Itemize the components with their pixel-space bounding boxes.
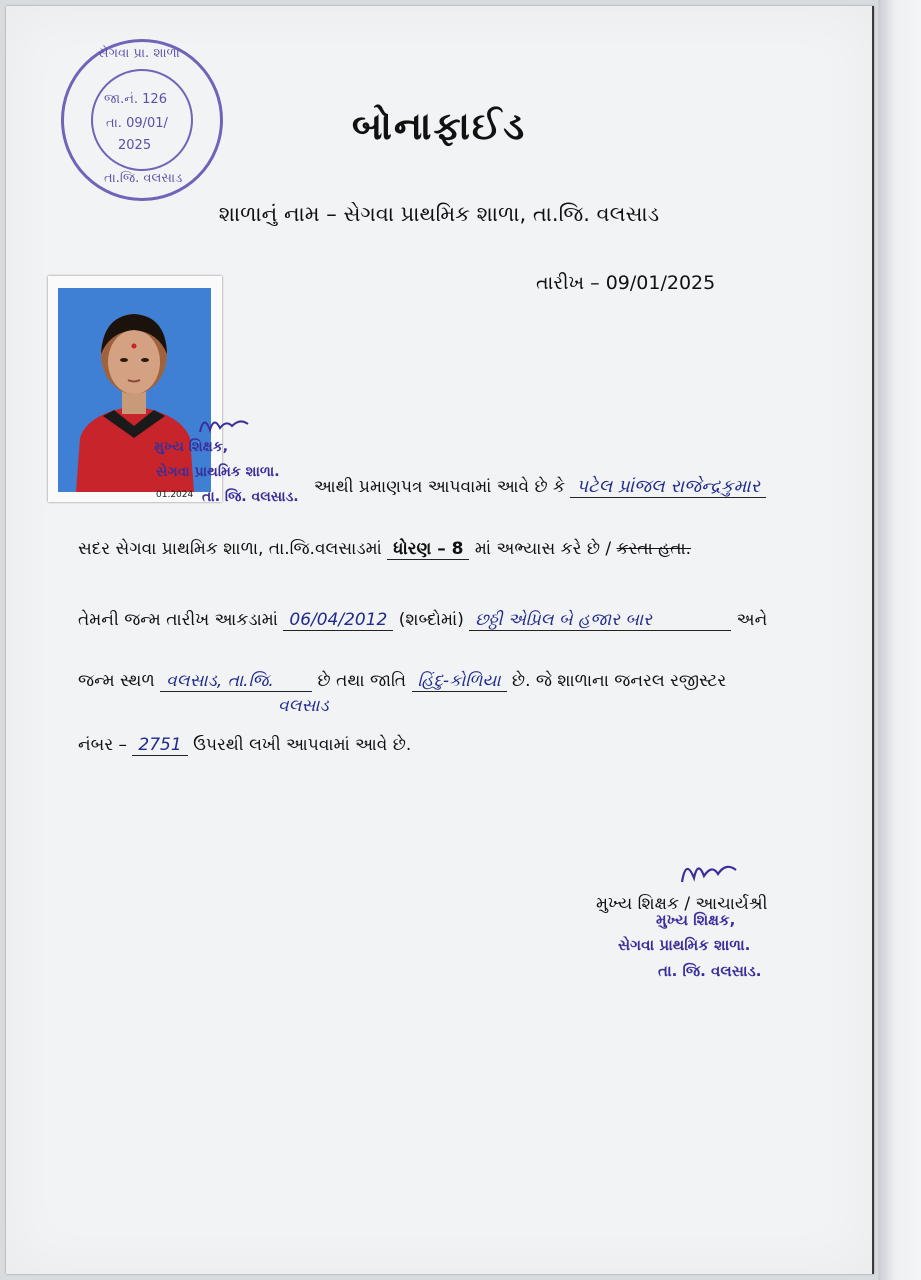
line2-prefix: સદર સેગવા પ્રાથમિક શાળા, તા.જિ.વલસાડમાં (78, 539, 382, 559)
body-line-4 (78, 671, 726, 692)
body-line-2 (78, 539, 691, 560)
certificate-title: બોનાફાઈડ (351, 104, 527, 148)
signatory-role: મુખ્ય શિક્ષક / આચાર્યશ્રી (596, 894, 768, 914)
dob-words: છઠ્ઠી એપ્રિલ બે હજાર બાર (469, 610, 731, 631)
line2-mid: માં અભ્યાસ કરે છે / (474, 539, 612, 559)
line2-struck: કરતા હતા. (616, 539, 692, 559)
line4-prefix: જન્મ સ્થળ (78, 671, 155, 691)
student-name: પટેલ પ્રાંજલ રાજેન્દ્રકુમાર (570, 476, 765, 498)
body-line-1 (314, 476, 766, 498)
photo-date-stamp: 01.2024 (156, 490, 194, 500)
birthplace: વલસાડ, તા.જિ. (160, 671, 312, 692)
stamp-ref-no: જા.નં. 126 (104, 92, 167, 107)
photo-seal-line1: મુખ્ય શિક્ષક, (154, 439, 229, 455)
background-edge (878, 0, 921, 1280)
line3-suffix: અને (736, 610, 768, 630)
principal-signature-icon (674, 852, 744, 892)
photo-seal-line2: સેગવા પ્રાથમિક શાળા. (156, 464, 280, 480)
standard-value: ધોરણ – 8 (387, 539, 469, 560)
line1-prefix: આથી પ્રમાણપત્ર આપવામાં આવે છે કે (314, 477, 565, 497)
stamp-top-text: સેગવા પ્રા. શાળા (98, 46, 180, 61)
birthplace-continued: વલસાડ (278, 696, 329, 716)
line3-prefix: તેમની જન્મ તારીખ આકડામાં (78, 610, 278, 630)
line5-prefix: નંબર – (78, 735, 128, 755)
line5-suffix: ઉપરથી લખી આપવામાં આવે છે. (193, 735, 412, 755)
body-line-3 (78, 610, 767, 631)
student-photo (58, 288, 211, 492)
line3-mid: (શબ્દોમાં) (398, 610, 464, 630)
stamp-ref-year: 2025 (118, 138, 152, 153)
certificate-page (6, 6, 874, 1274)
caste: હિંદુ-કોળિયા (412, 671, 507, 692)
dob-digits: 06/04/2012 (283, 610, 393, 631)
sig-seal-line1: મુખ્ય શિક્ષક, (656, 911, 736, 929)
register-number: 2751 (132, 735, 187, 756)
school-name-line: શાળાનું નામ – સેગવા પ્રાથમિક શાળા, તા.જિ. વલસાડ (218, 202, 660, 226)
line4-mid: છે તથા જાતિ (317, 671, 407, 691)
sig-seal-line2: સેગવા પ્રાથમિક શાળા. (618, 936, 751, 954)
sig-seal-line3: તા. જિ. વલસાડ. (658, 962, 762, 980)
stamp-bottom-text: તા.જિ. વલસાડ (104, 171, 183, 186)
certificate-date: તારીખ – 09/01/2025 (536, 272, 716, 294)
photo-seal-line3: તા. જિ. વલસાડ. (202, 489, 299, 505)
student-portrait-icon (58, 288, 211, 492)
signature-over-photo-icon (194, 410, 254, 442)
body-line-5 (78, 735, 411, 756)
stamp-ref-date: તા. 09/01/ (106, 116, 168, 131)
line4-suffix: છે. જે શાળાના જનરલ રજીસ્ટર (511, 671, 727, 691)
